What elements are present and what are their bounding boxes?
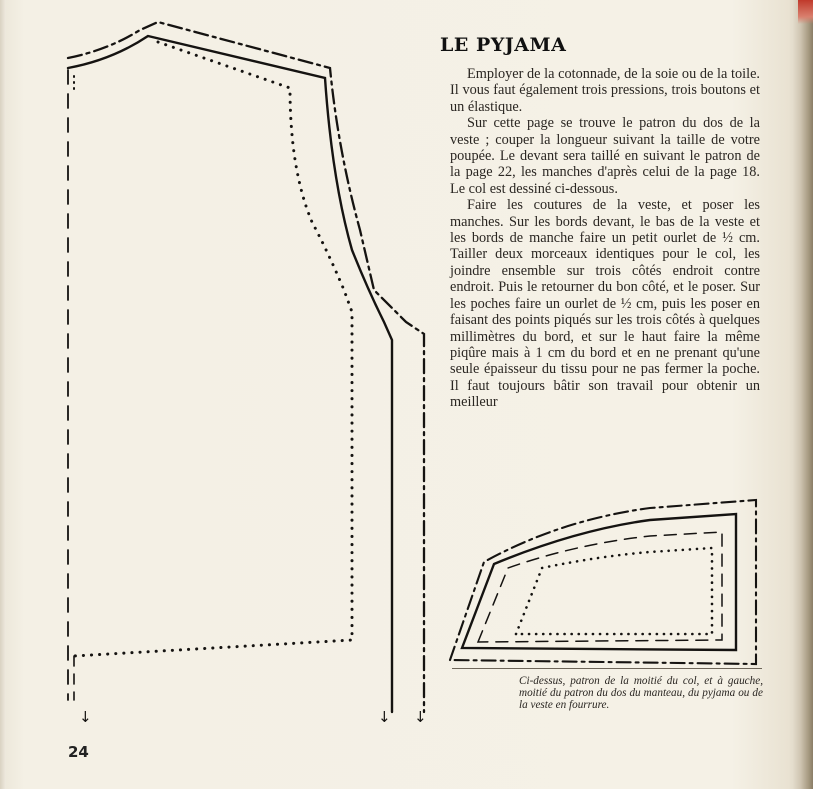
collar-dashed-line xyxy=(478,532,722,642)
collar-outer-line xyxy=(450,500,756,664)
back-pattern-solid-line xyxy=(68,36,392,712)
collar-dotted-line xyxy=(516,548,712,634)
figure-caption: Ci-dessus, patron de la moitié du col, et à gauche, moitié du patron du dos du manteau, du pyjama ou de la veste en fourrure. xyxy=(519,675,763,711)
grain-arrow-icon: ↓ xyxy=(79,708,92,726)
caption-divider xyxy=(452,668,762,669)
grain-arrow-icon: ↓ xyxy=(414,708,427,726)
page-number: 24 xyxy=(68,743,89,761)
instructions-text xyxy=(450,66,760,411)
grain-arrow-icon: ↓ xyxy=(378,708,391,726)
back-pattern-outer-line xyxy=(68,22,424,712)
page-title: LE PYJAMA xyxy=(440,34,567,56)
paragraph: Faire les coutures de la veste, et poser les manches. Sur les bords devant, le bas de la veste et les bords de manche faire un petit ourlet de ½ cm. Tailler deux morceaux identiques pour le col, les joindre ensemble sur trois côtés endroit contre endroit. Puis le retourner du bon côté, et le poser. Sur les poches faire un ourlet de ½ cm, puis les poser en faisant des points piqués sur les trois côtés à quelques millimètres du bord, et sur le haut faire la même piqûre mais à 1 cm du bord et en ne prenant qu'une seule épaisseur du tissu pour ne pas fermer la poche. Il faut toujours bâtir son travail pour obtenir un meilleur xyxy=(450,197,760,411)
paragraph: Employer de la cotonnade, de la soie ou de la toile. Il vous faut également trois pressions, trois boutons et un élastique. xyxy=(450,66,760,115)
paragraph: Sur cette page se trouve le patron du dos de la veste ; couper la longueur suivant la taille de votre poupée. Le devant sera taillé en suivant le patron de la page 22, les manches d'après celui de la page 18. Le col est dessiné ci-dessous. xyxy=(450,115,760,197)
